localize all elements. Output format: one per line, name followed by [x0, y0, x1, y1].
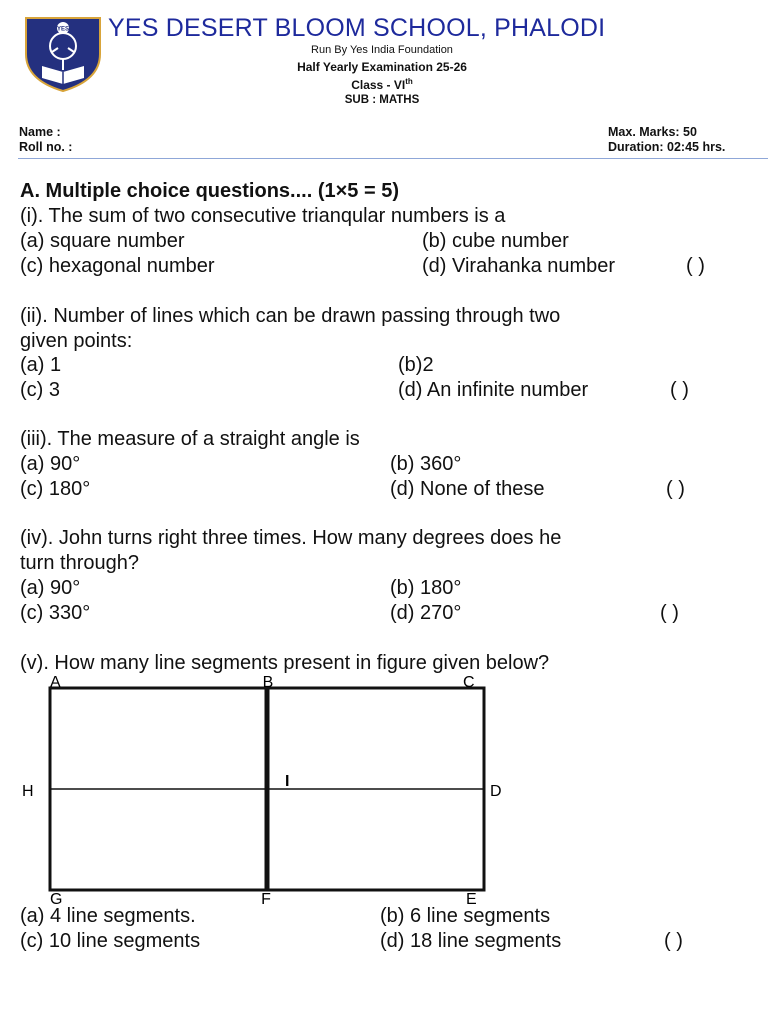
- label-d: D: [490, 783, 502, 800]
- option-b: (b) 6 line segments: [380, 905, 551, 927]
- logo-text: YES: [56, 26, 70, 33]
- option-a: (a) 90°: [20, 453, 81, 475]
- option-c: (c) 10 line segments: [20, 930, 201, 952]
- question-text-cont: turn through?: [20, 552, 139, 574]
- label-h: H: [22, 783, 34, 800]
- subject: SUB : MATHS: [344, 94, 420, 106]
- question-text: (v). How many line segments present in figure given below?: [20, 652, 550, 674]
- answer-box[interactable]: ( ): [660, 602, 679, 624]
- max-marks: Max. Marks: 50: [608, 125, 697, 139]
- class-line: [232, 77, 532, 92]
- answer-box[interactable]: ( ): [670, 379, 689, 401]
- answer-box[interactable]: ( ): [664, 930, 683, 952]
- option-a: (a) square number: [20, 230, 185, 252]
- question-text-cont: given points:: [20, 330, 133, 352]
- roll-label: Roll no. :: [19, 140, 73, 154]
- option-d: (d) 270°: [390, 602, 462, 624]
- option-c: (c) hexagonal number: [20, 255, 215, 277]
- section-heading: A. Multiple choice questions.... (1×5 = 5): [20, 180, 399, 202]
- line-segments-figure: [18, 674, 518, 906]
- option-b: (b) 360°: [390, 453, 462, 475]
- class-label: Class - VI: [351, 78, 406, 92]
- duration: Duration: 02:45 hrs.: [608, 140, 726, 154]
- class-sup: th: [405, 77, 413, 86]
- option-a: (a) 4 line segments.: [20, 905, 196, 927]
- name-label: Name :: [19, 125, 61, 139]
- label-e: E: [466, 891, 477, 906]
- option-d: (d) 18 line segments: [380, 930, 562, 952]
- option-c: (c) 330°: [20, 602, 91, 624]
- question-text: (iv). John turns right three times. How many degrees does he: [20, 527, 562, 549]
- option-a: (a) 1: [20, 354, 62, 376]
- option-c: (c) 3: [20, 379, 60, 401]
- label-b: B: [262, 674, 274, 691]
- option-d: (d) None of these: [390, 478, 545, 500]
- option-d: (d) Virahanka number: [422, 255, 616, 277]
- label-f: F: [261, 891, 271, 906]
- header-divider: [18, 158, 768, 159]
- exam-title: Half Yearly Examination 25-26: [297, 60, 467, 74]
- label-c: C: [463, 674, 475, 691]
- option-b: (b) cube number: [422, 230, 569, 252]
- school-name: YES DESERT BLOOM SCHOOL, PHALODI: [108, 14, 606, 42]
- answer-box[interactable]: ( ): [686, 255, 705, 277]
- option-b: (b)2: [398, 354, 434, 376]
- option-a: (a) 90°: [20, 577, 81, 599]
- question-text: (i). The sum of two consecutive trianqular numbers is a: [20, 205, 506, 227]
- option-d: (d) An infinite number: [398, 379, 589, 401]
- option-b: (b) 180°: [390, 577, 462, 599]
- question-text: (iii). The measure of a straight angle is: [20, 428, 360, 450]
- answer-box[interactable]: ( ): [666, 478, 685, 500]
- run-by: Run By Yes India Foundation: [311, 44, 453, 56]
- label-i: I: [285, 773, 290, 790]
- school-logo: [22, 14, 104, 92]
- label-g: G: [50, 891, 63, 906]
- question-text: (ii). Number of lines which can be drawn passing through two: [20, 305, 561, 327]
- option-c: (c) 180°: [20, 478, 91, 500]
- label-a: A: [50, 674, 61, 691]
